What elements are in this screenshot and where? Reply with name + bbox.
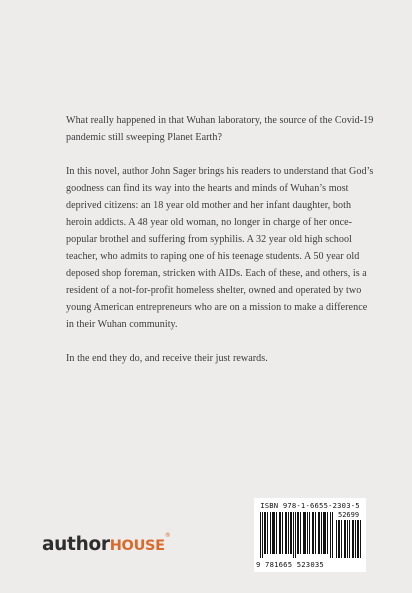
- blurb-paragraph-1: What really happened in that Wuhan laboratory, the source of the Covid-19 pandemic still sweeping Planet Earth?: [66, 115, 374, 143]
- ean-barcode-bars: [260, 512, 334, 558]
- price-addon-digits: 52699: [338, 511, 360, 519]
- publisher-logo-author: author: [42, 534, 110, 555]
- registered-mark: ®: [164, 532, 171, 539]
- isbn-label: ISBN 978-1-6655-2303-5: [260, 501, 360, 510]
- ean-digits: 9 781665 523035: [256, 560, 324, 569]
- publisher-logo: [42, 534, 171, 555]
- publisher-logo-house: HOUSE: [109, 538, 165, 554]
- blurb-paragraph-2: In this novel, author John Sager brings his readers to understand that God’s goodness can find its way into the hearts and minds of Wuhan’s most deprived citizens: an 18 year old mother and her infant daughter, both heroin addicts. A 48 year old woman, no longer in charge of her once-popular brothel and suffering from syphilis. A 32 year old high school teacher, who admits to raping one of his teenage students. A 50 year old deposed shop foreman, stricken with AIDs. Each of these, and others, is a resident of a not-for-profit homeless shelter, owned and operated by two young American entrepreneurs who are on a mission to make a difference in their Wuhan community.: [66, 166, 374, 330]
- back-cover-blurb: [66, 112, 376, 384]
- isbn-barcode: [254, 498, 366, 572]
- price-addon-bars: [336, 520, 362, 558]
- blurb-paragraph-3: In the end they do, and receive their just rewards.: [66, 353, 268, 364]
